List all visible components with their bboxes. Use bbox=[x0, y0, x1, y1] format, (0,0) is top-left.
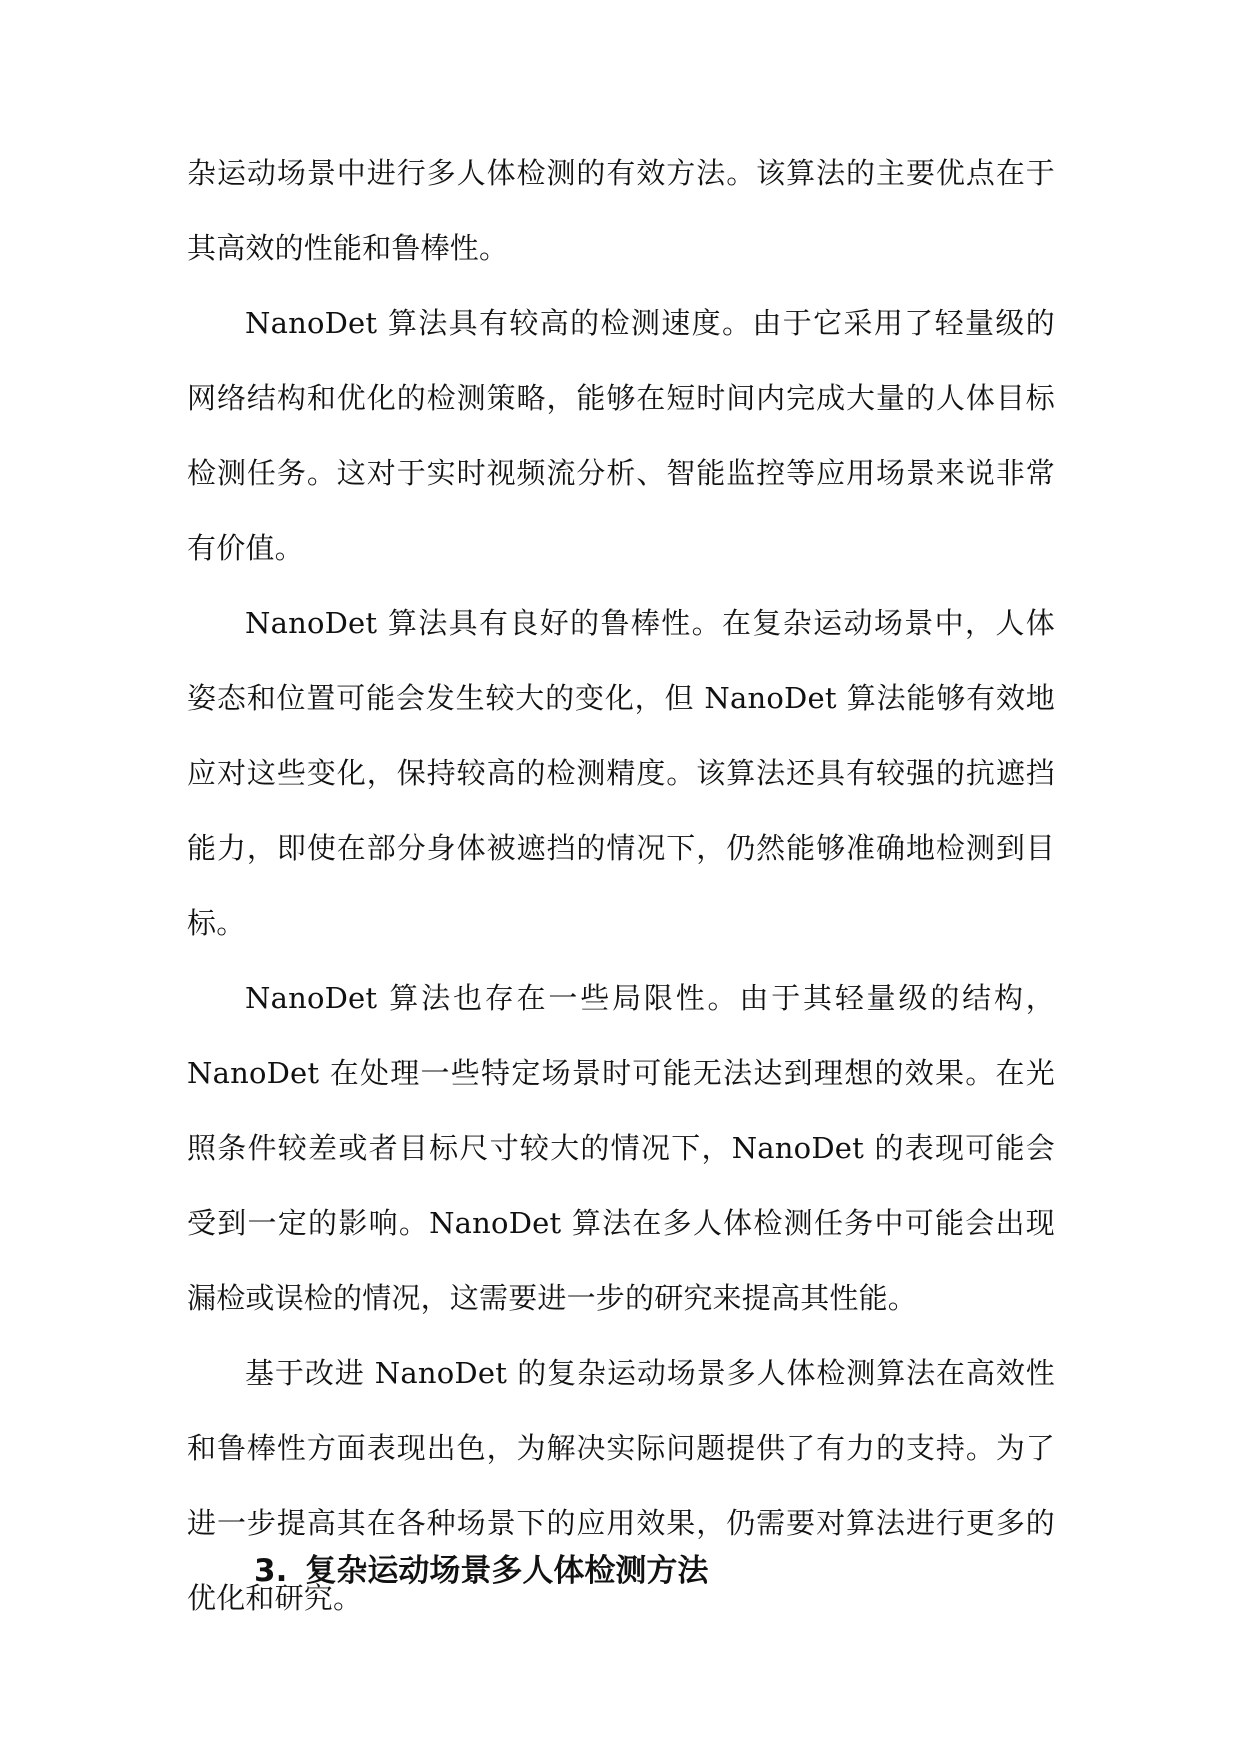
paragraph-3: NanoDet 算法具有良好的鲁棒性。在复杂运动场景中，人体姿态和位置可能会发生较大的变化，但 NanoDet 算法能够有效地应对这些变化，保持较高的检测精度。该算法还具有较强的抗遮挡能力，即使在部分身体被遮挡的情况下，仍然能够准确地检测到目标。 bbox=[187, 605, 1055, 940]
section-number: 3. bbox=[254, 1553, 288, 1589]
section-title: 复杂运动场景多人体检测方法 bbox=[305, 1553, 709, 1589]
paragraph-1: 杂运动场景中进行多人体检测的有效方法。该算法的主要优点在于其高效的性能和鲁棒性。 bbox=[187, 155, 1055, 265]
paragraph-5: 基于改进 NanoDet 的复杂运动场景多人体检测算法在高效性和鲁棒性方面表现出色，为解决实际问题提供了有力的支持。为了进一步提高其在各种场景下的应用效果，仍需要对算法进行更多的优化和研究。 bbox=[187, 1355, 1055, 1615]
paragraph-2: NanoDet 算法具有较高的检测速度。由于它采用了轻量级的网络结构和优化的检测策略，能够在短时间内完成大量的人体目标检测任务。这对于实时视频流分析、智能监控等应用场景来说非常有价值。 bbox=[187, 305, 1055, 565]
body-text bbox=[187, 136, 1055, 1636]
paragraph-4: NanoDet 算法也存在一些局限性。由于其轻量级的结构，NanoDet 在处理一些特定场景时可能无法达到理想的效果。在光照条件较差或者目标尺寸较大的情况下，NanoDet 的表现可能会受到一定的影响。NanoDet 算法在多人体检测任务中可能会出现漏检或误检的情况，这需要进一步的研究来提高其性能。 bbox=[187, 980, 1055, 1315]
section-heading bbox=[254, 1543, 1054, 1599]
